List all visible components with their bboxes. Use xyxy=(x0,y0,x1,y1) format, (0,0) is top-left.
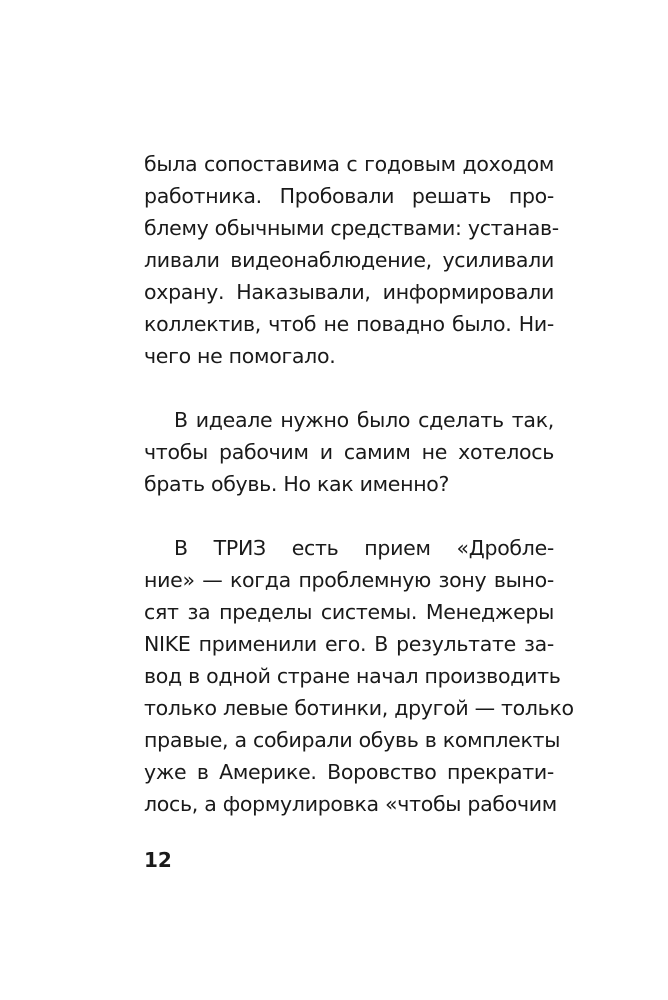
paragraph xyxy=(144,532,574,820)
text-line: правые, а собирали обувь в комплекты xyxy=(144,728,561,752)
text-line: уже в Америке. Воровство прекрати- xyxy=(144,760,554,784)
text-line: лось, а формулировка «чтобы рабочим xyxy=(144,792,557,816)
text-line: ливали видеонаблюдение, усиливали xyxy=(144,248,554,272)
text-line: ние» — когда проблемную зону выно- xyxy=(144,568,554,592)
text-line: NIKE применили его. В результате за- xyxy=(144,632,554,656)
body-text xyxy=(144,148,574,820)
paragraph xyxy=(144,404,554,500)
text-line: блему обычными средствами: устанав- xyxy=(144,216,559,240)
paragraph-gap xyxy=(144,500,554,532)
text-line: вод в одной стране начал производить xyxy=(144,664,561,688)
text-line: коллектив, чтоб не повадно было. Ни- xyxy=(144,312,554,336)
page-number: 12 xyxy=(144,848,172,872)
text-line: работника. Пробовали решать про- xyxy=(144,184,554,208)
text-line: В ТРИЗ есть прием «Дробле- xyxy=(174,536,554,560)
text-line: брать обувь. Но как именно? xyxy=(144,472,450,496)
text-line: чего не помогало. xyxy=(144,344,336,368)
text-line: была сопоставима с годовым доходом xyxy=(144,152,554,176)
text-line: охрану. Наказывали, информировали xyxy=(144,280,554,304)
text-line: В идеале нужно было сделать так, xyxy=(174,408,554,432)
paragraph-gap xyxy=(144,372,554,404)
text-line: чтобы рабочим и самим не хотелось xyxy=(144,440,554,464)
text-line: сят за пределы системы. Менеджеры xyxy=(144,600,554,624)
text-line: только левые ботинки, другой — только xyxy=(144,696,574,720)
paragraph xyxy=(144,148,559,372)
